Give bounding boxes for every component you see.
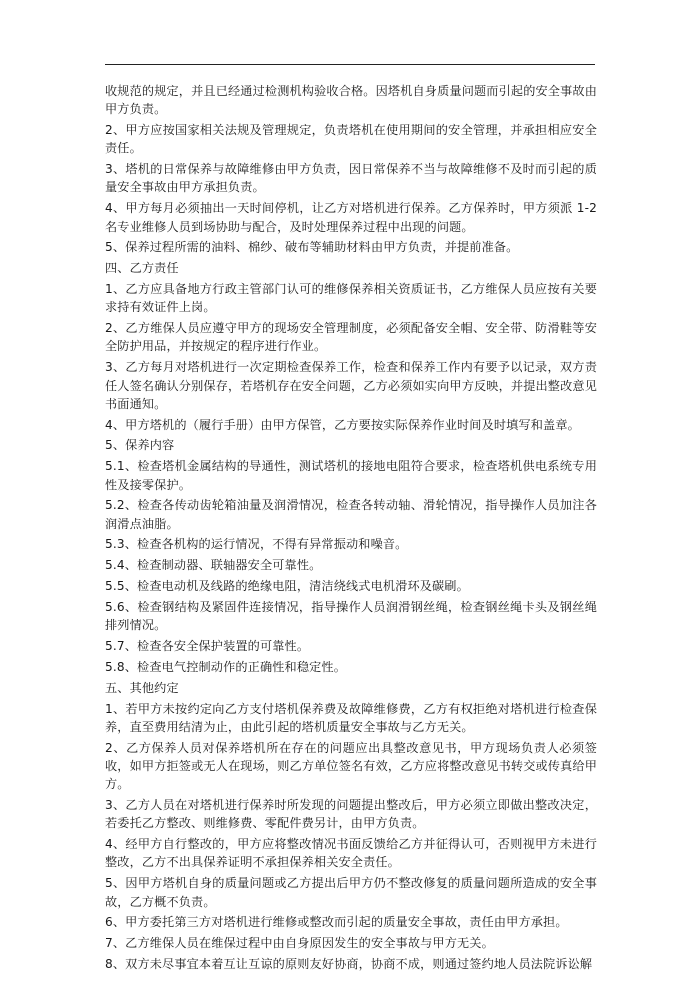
paragraph: 2、乙方维保人员应遵守甲方的现场安全管理制度，必须配备安全帽、安全带、防滑鞋等安全防护用品，并按规定的程序进行作业。: [105, 321, 597, 354]
paragraph: 收规范的规定，并且已经通过检测机构验收合格。因塔机自身质量问题而引起的安全事故由甲方负责。: [105, 84, 597, 117]
paragraph: 5.4、检查制动器、联轴器安全可靠性。: [105, 558, 322, 573]
paragraph: 5.8、检查电气控制动作的正确性和稳定性。: [105, 659, 346, 674]
document-body: [105, 82, 597, 976]
paragraph: 5、保养过程所需的油料、棉纱、破布等辅助材料由甲方负责，并提前准备。: [105, 240, 519, 255]
paragraph: 6、甲方委托第三方对塔机进行维修或整改而引起的质量安全事故，责任由甲方承担。: [105, 915, 568, 930]
paragraph: 4、甲方塔机的（履行手册）由甲方保管，乙方要按实际保养作业时间及时填写和盖章。: [105, 417, 580, 432]
section-heading: 四、乙方责任: [105, 261, 179, 276]
paragraph: 7、乙方维保人员在维保过程中由自身原因发生的安全事故与甲方无关。: [105, 936, 494, 951]
paragraph: 5.1、检查塔机金属结构的导通性，测试塔机的接地电阻符合要求，检查塔机供电系统专用性及接零保护。: [105, 459, 597, 492]
paragraph: 3、乙方人员在对塔机进行保养时所发现的问题提出整改后，甲方必须立即做出整改决定，若委托乙方整改、则维修费、零配件费另计，由甲方负责。: [105, 798, 597, 831]
paragraph: 5.5、检查电动机及线路的绝缘电阻，清洁绕线式电机滑环及碳刷。: [105, 579, 469, 594]
paragraph: 5.7、检查各安全保护装置的可靠性。: [105, 639, 310, 654]
paragraph: 5.3、检查各机构的运行情况，不得有异常振动和噪音。: [105, 537, 408, 552]
paragraph: 5.2、检查各传动齿轮箱油量及润滑情况，检查各转动轴、滑轮情况，指导操作人员加注各润滑点油脂。: [105, 498, 597, 531]
paragraph: 5.6、检查钢结构及紧固件连接情况，指导操作人员润滑钢丝绳，检查钢丝绳卡头及钢丝绳排列情况。: [105, 600, 597, 633]
header-rule: [105, 64, 595, 65]
paragraph: 1、乙方应具备地方行政主管部门认可的维修保养相关资质证书，乙方维保人员应按有关要求持有效证件上岗。: [105, 282, 597, 315]
paragraph: 1、若甲方未按约定向乙方支付塔机保养费及故障维修费，乙方有权拒绝对塔机进行检查保养，直至费用结清为止，由此引起的塔机质量安全事故与乙方无关。: [105, 701, 597, 734]
subsection-heading: 5、保养内容: [105, 438, 175, 453]
paragraph: 8、双方未尽事宜本着互让互谅的原则友好协商，协商不成，则通过签约地人员法院诉讼解: [105, 957, 593, 972]
paragraph: 4、甲方每月必须抽出一天时间停机，让乙方对塔机进行保养。乙方保养时，甲方须派 1-2名专业维修人员到场协助与配合，及时处理保养过程中出现的问题。: [105, 201, 597, 234]
paragraph: 5、因甲方塔机自身的质量问题或乙方提出后甲方仍不整改修复的质量问题所造成的安全事故，乙方概不负责。: [105, 876, 597, 909]
paragraph: 2、甲方应按国家相关法规及管理规定，负责塔机在使用期间的安全管理，并承担相应安全责任。: [105, 123, 597, 156]
paragraph: 3、乙方每月对塔机进行一次定期检查保养工作，检查和保养工作内有要予以记录，双方责任人签名确认分别保存，若塔机存在安全问题，乙方必须如实向甲方反映，并提出整改意见书面通知。: [105, 360, 597, 411]
section-heading: 五、其他约定: [105, 680, 179, 695]
paragraph: 2、乙方保养人员对保养塔机所在存在的问题应出具整改意见书，甲方现场负责人必须签收，如甲方拒签或无人在现场，则乙方单位签名有效，乙方应将整改意见书转交或传真给甲方。: [105, 740, 597, 792]
paragraph: 3、塔机的日常保养与故障维修由甲方负责，因日常保养不当与故障维修不及时而引起的质量安全事故由甲方承担负责。: [105, 162, 597, 195]
paragraph: 4、经甲方自行整改的，甲方应将整改情况书面反馈给乙方并征得认可，否则视甲方未进行整改，乙方不出具保养证明不承担保养相关安全责任。: [105, 837, 597, 870]
